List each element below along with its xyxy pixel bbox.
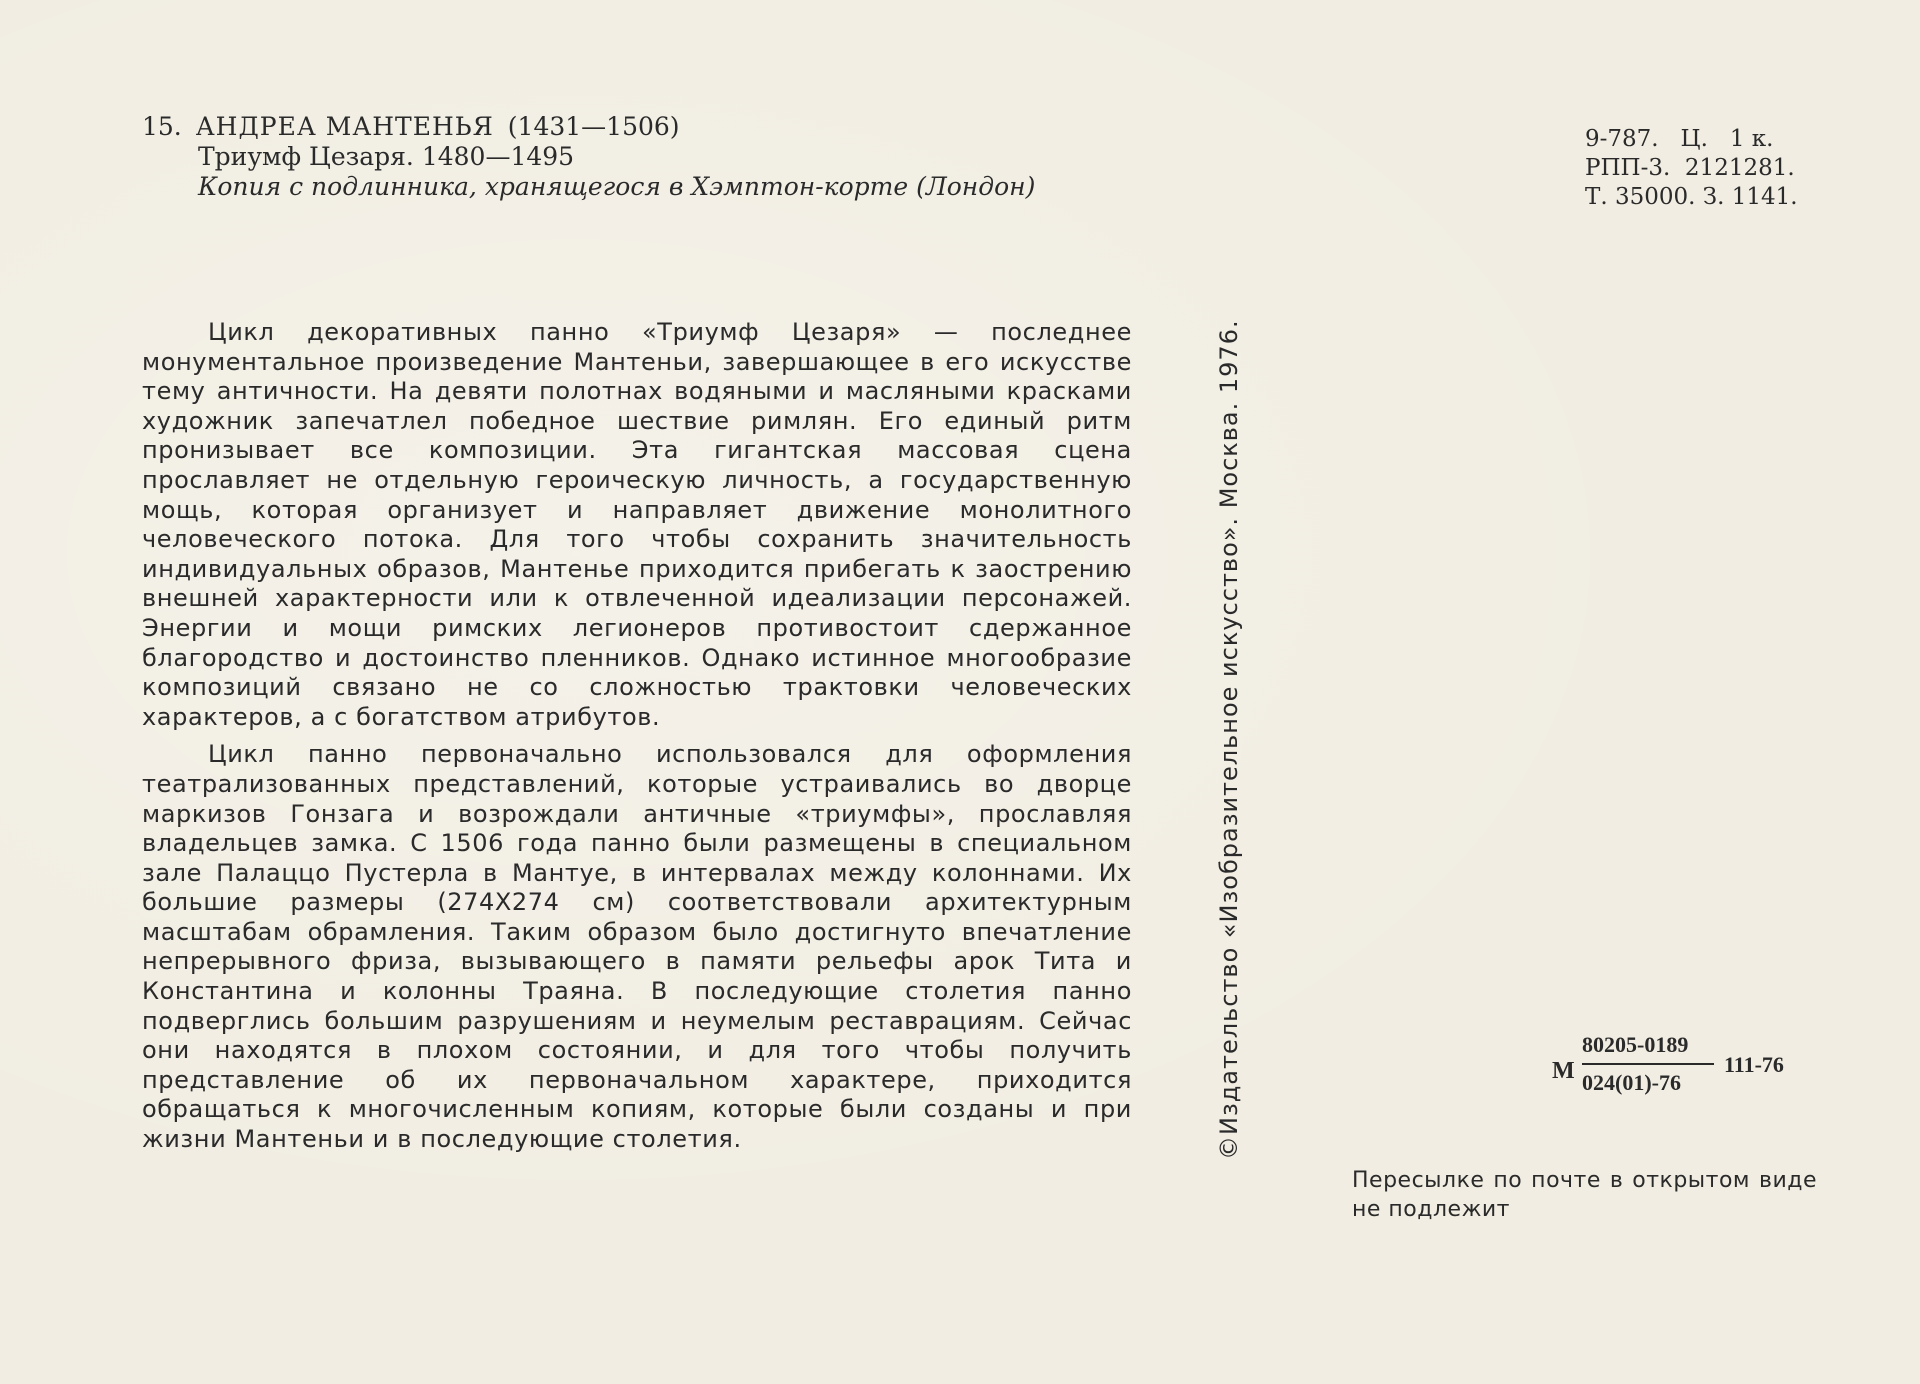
publisher-imprint: ©Издательство «Изобразительное искусство». Москва. 1976. [1215, 319, 1243, 1160]
index-code-numerator: 80205-0189 [1582, 1032, 1689, 1057]
plate-number: 15. [142, 112, 182, 141]
artwork-caption [142, 112, 1142, 202]
description-paragraph-1: Цикл декоративных панно «Триумф Цезаря» — последнее монументальное произведение Мантеньи, завершающее в его искусстве тему античности. На девяти полотнах водяными и масляными красками художник запечатлел победное шествие римлян. Его единый ритм пронизывает все композиции. Эта гигантская массовая сцена прославляет не отдельную героическую личность, а государственную мощь, которая организует и направляет движение монолитного человеческого потока. Для того чтобы сохранить значительность индивидуальных образов, Мантенье приходится прибегать к заострению внешней характерности или к отвлеченной идеализации персонажей. Энергии и мощи римских легионеров противостоит сдержанное благородство и достоинство пленников. Однако истинное многообразие композиций связано не со сложностью трактовки человеческих характеров, а с богатством атрибутов. [142, 318, 1132, 731]
artist-name: АНДРЕА МАНТЕНЬЯ [195, 112, 494, 141]
caption-artist-line [142, 112, 1142, 142]
publisher-info-line-2: РПП-3. 2121281. [1585, 155, 1795, 181]
mailing-notice: Пересылке по почте в открытом виде не подлежит [1352, 1168, 1817, 1222]
index-code-letter: М [1552, 1058, 1575, 1084]
artist-dates: (1431—1506) [507, 112, 680, 141]
publisher-info-line-1: 9-787. Ц. 1 к. [1585, 126, 1774, 152]
index-code-suffix: 111-76 [1724, 1052, 1784, 1077]
index-code [1552, 1032, 1822, 1102]
work-title: Триумф Цезаря. 1480—1495 [198, 142, 575, 171]
description-text [142, 318, 1132, 1163]
fraction-rule [1582, 1063, 1714, 1065]
publisher-info [1585, 125, 1835, 212]
copy-note: Копия с подлинника, хранящегося в Хэмптон-корте (Лондон) [198, 172, 1036, 201]
description-paragraph-2: Цикл панно первоначально использовался для оформления театрализованных представлений, которые устраивались во дворце маркизов Гонзага и возрождали античные «триумфы», прославляя владельцев замка. С 1506 года панно были размещены в специальном зале Палаццо Пустерла в Мантуе, в интервалах между колоннами. Их большие размеры (274Х274 см) соответствовали архитектурным масштабам обрамления. Таким образом было достигнуто впечатление непрерывного фриза, вызывающего в памяти рельефы арок Тита и Константина и колонны Траяна. В последующие столетия панно подверглись большим разрушениям и неумелым реставрациям. Сейчас они находятся в плохом состоянии, и для того чтобы получить представление об их первоначальном характере, приходится обращаться к многочисленным копиям, которые были созданы и при жизни Мантеньи и в последующие столетия. [142, 740, 1132, 1154]
index-code-denominator: 024(01)-76 [1582, 1070, 1681, 1095]
publisher-info-line-3: Т. 35000. З. 1141. [1585, 184, 1798, 210]
